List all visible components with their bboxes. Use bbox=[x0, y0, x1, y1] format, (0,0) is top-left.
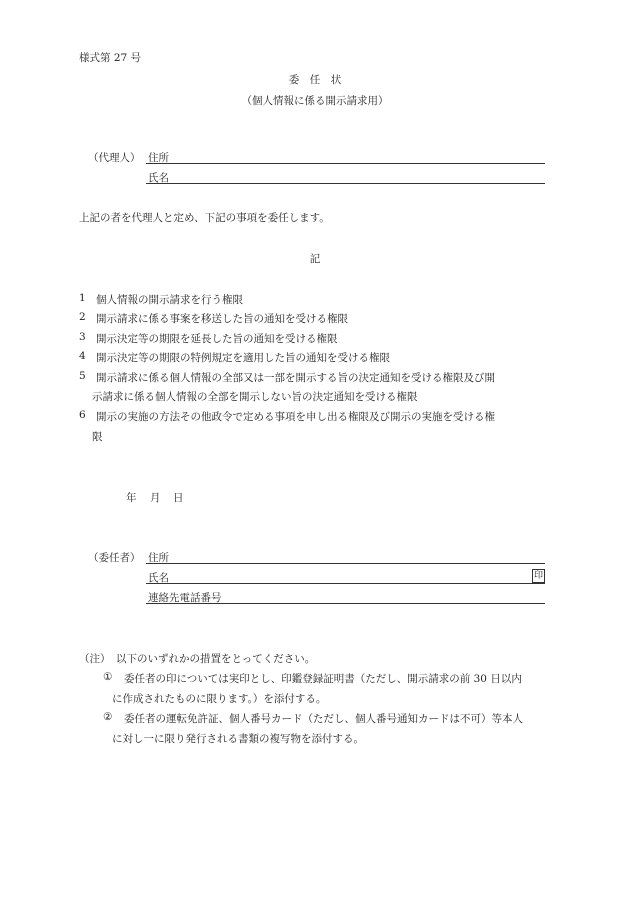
principal-name-field[interactable] bbox=[146, 583, 545, 584]
note-2-line-1: 委任者の運転免許証、個人番号カード（ただし、個人番号通知カードは不可）等本人 bbox=[124, 713, 523, 725]
note-2-line-2: に対し一に限り発行される書類の複写物を添付する。 bbox=[112, 733, 364, 745]
notes-label: （注） bbox=[79, 653, 111, 665]
note-2-mark: ② bbox=[103, 711, 113, 723]
principal-phone-label: 連絡先電話番号 bbox=[148, 592, 222, 604]
principal-address-label: 住所 bbox=[148, 552, 169, 564]
list-item-continuation: 示請求に係る個人情報の全部を開示しない旨の決定通知を受ける権限 bbox=[92, 391, 418, 403]
principal-role-label: （委任者） bbox=[88, 552, 141, 564]
form-subtitle: （個人情報に係る開示請求用） bbox=[241, 95, 389, 107]
list-item-num: 1 bbox=[79, 292, 86, 304]
list-item: 個人情報の開示請求を行う権限 bbox=[96, 294, 243, 306]
list-item: 開示決定等の期限を延長した旨の通知を受ける権限 bbox=[96, 333, 338, 345]
agent-address-field[interactable] bbox=[146, 163, 545, 164]
agent-address-label: 住所 bbox=[148, 152, 169, 164]
principal-address-field[interactable] bbox=[146, 563, 545, 564]
note-1-mark: ① bbox=[103, 671, 113, 683]
date-year: 年 bbox=[126, 492, 137, 504]
agent-name-label: 氏名 bbox=[148, 172, 169, 184]
list-item: 開示の実施の方法その他政令で定める事項を申し出る権限及び開示の実施を受ける権 bbox=[96, 411, 495, 423]
list-item-num: 6 bbox=[79, 409, 86, 421]
delegation-statement: 上記の者を代理人と定め、下記の事項を委任します。 bbox=[79, 212, 330, 224]
list-item: 開示請求に係る事案を移送した旨の通知を受ける権限 bbox=[96, 313, 348, 325]
list-item: 開示決定等の期限の特例規定を適用した旨の通知を受ける権限 bbox=[96, 352, 390, 364]
list-item: 開示請求に係る個人情報の全部又は一部を開示する旨の決定通知を受ける権限及び開 bbox=[96, 372, 495, 384]
agent-role-label: （代理人） bbox=[88, 152, 141, 164]
note-1-line-1: 委任者の印については実印とし、印鑑登録証明書（ただし、開示請求の前 30 日以内 bbox=[124, 673, 522, 685]
list-item-num: 3 bbox=[79, 331, 86, 343]
principal-name-label: 氏名 bbox=[148, 572, 169, 584]
list-item-continuation: 限 bbox=[92, 431, 103, 443]
agent-name-field[interactable] bbox=[146, 183, 545, 184]
form-number: 様式第 27 号 bbox=[79, 52, 142, 64]
note-1-line-2: に作成されたものに限ります。）を添付する。 bbox=[112, 693, 327, 705]
ki-heading: 記 bbox=[309, 253, 321, 265]
list-item-num: 2 bbox=[79, 311, 86, 323]
principal-phone-field[interactable] bbox=[146, 603, 545, 604]
list-item-num: 5 bbox=[79, 370, 86, 382]
date-month: 月 bbox=[150, 492, 161, 504]
form-title: 委 任 状 bbox=[288, 74, 342, 86]
notes-intro: 以下のいずれかの措置をとってください。 bbox=[116, 653, 316, 665]
list-item-num: 4 bbox=[79, 350, 86, 362]
seal-box: 印 bbox=[533, 571, 543, 581]
date-day: 日 bbox=[173, 492, 184, 504]
